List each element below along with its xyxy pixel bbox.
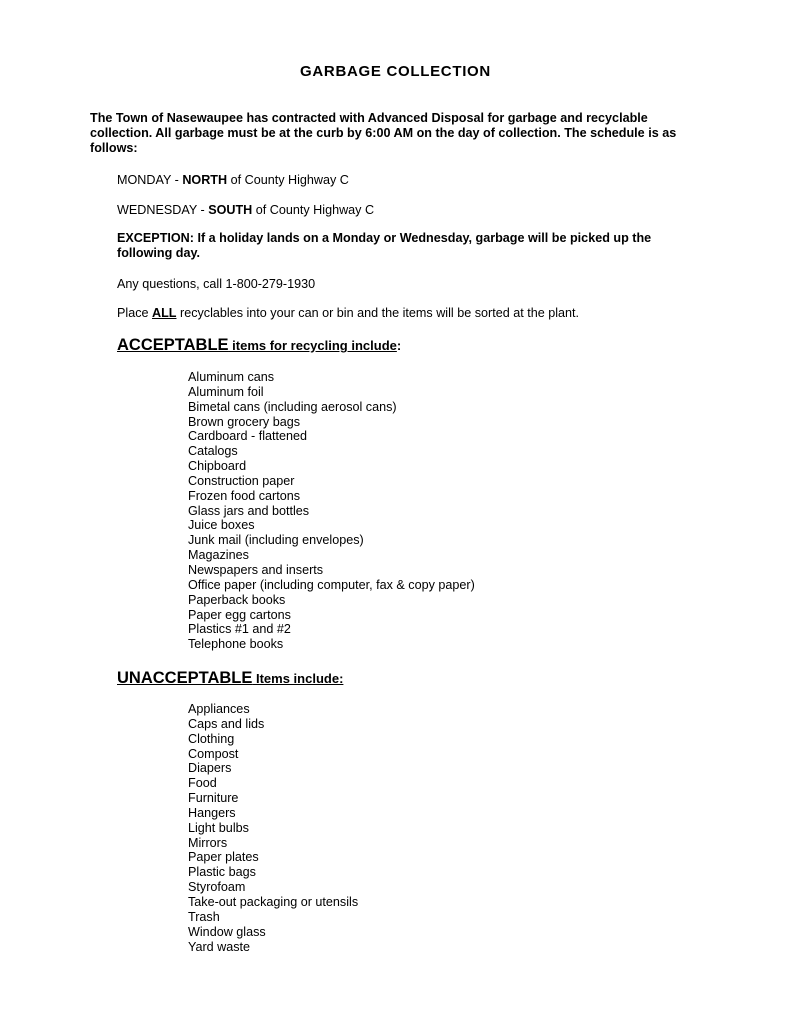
place-all-suffix: recyclables into your can or bin and the items will be sorted at the plant.: [176, 306, 580, 320]
list-item: Newspapers and inserts: [188, 562, 324, 577]
list-item: Take-out packaging or utensils: [188, 894, 359, 909]
list-item: Cardboard - flattened: [188, 429, 308, 444]
list-item: Magazines: [188, 548, 249, 563]
list-item: Glass jars and bottles: [188, 503, 310, 518]
list-item: Aluminum cans: [188, 370, 275, 384]
place-all-emphasis: ALL: [152, 306, 177, 320]
list-item: Diapers: [188, 761, 232, 776]
place-all-prefix: Place: [117, 306, 153, 320]
unacceptable-heading-rest: Items include:: [252, 671, 344, 686]
list-item: Mirrors: [188, 835, 228, 850]
exception-paragraph: EXCEPTION: If a holiday lands on a Monday or Wednesday, garbage will be picked up the following day.: [117, 231, 652, 261]
list-item: Aluminum foil: [188, 384, 264, 399]
list-item: Office paper (including computer, fax & copy paper): [188, 577, 475, 592]
list-item: Frozen food cartons: [188, 488, 301, 503]
list-item: Compost: [188, 746, 239, 761]
schedule-monday-prefix: MONDAY -: [117, 173, 183, 187]
list-item: Paperback books: [188, 592, 286, 607]
schedule-monday-suffix: of County Highway C: [227, 173, 349, 187]
list-item: Caps and lids: [188, 716, 265, 731]
list-item: Yard waste: [188, 939, 251, 954]
list-item: Hangers: [188, 805, 236, 820]
unacceptable-items-list: [188, 702, 358, 954]
unacceptable-heading-main: UNACCEPTABLE: [117, 669, 253, 687]
acceptable-items-list: [188, 370, 475, 652]
list-item: Appliances: [188, 702, 250, 716]
list-item: Clothing: [188, 731, 235, 746]
schedule-monday: [117, 173, 349, 188]
list-item: Styrofoam: [188, 880, 246, 895]
intro-paragraph: The Town of Nasewaupee has contracted with Advanced Disposal for garbage and recyclable collection. All garbage must be at the curb by 6:00 AM on the day of collection. The schedule is as follows:: [90, 111, 677, 156]
schedule-wednesday-suffix: of County Highway C: [252, 203, 375, 217]
acceptable-heading-colon: :: [396, 338, 402, 353]
list-item: Paper plates: [188, 850, 259, 865]
schedule-wednesday-direction: SOUTH: [208, 203, 253, 217]
acceptable-heading-main: ACCEPTABLE: [117, 336, 229, 354]
schedule-wednesday-prefix: WEDNESDAY -: [117, 203, 209, 217]
list-item: Construction paper: [188, 473, 295, 488]
list-item: Juice boxes: [188, 518, 255, 533]
list-item: Furniture: [188, 791, 239, 806]
list-item: Paper egg cartons: [188, 607, 291, 622]
place-all-line: [117, 306, 579, 321]
list-item: Food: [188, 776, 217, 791]
list-item: Chipboard: [188, 459, 247, 474]
list-item: Junk mail (including envelopes): [188, 533, 364, 548]
list-item: Light bulbs: [188, 820, 249, 835]
list-item: Catalogs: [188, 444, 238, 459]
list-item: Plastics #1 and #2: [188, 622, 291, 637]
list-item: Plastic bags: [188, 865, 256, 880]
list-item: Bimetal cans (including aerosol cans): [188, 399, 397, 414]
list-item: Window glass: [188, 924, 266, 939]
list-item: Trash: [188, 909, 220, 924]
unacceptable-heading: [117, 669, 343, 688]
acceptable-heading-rest: items for recycling include: [228, 338, 397, 353]
schedule-monday-direction: NORTH: [182, 173, 228, 187]
questions-line: Any questions, call 1-800-279-1930: [117, 277, 316, 291]
page-title: GARBAGE COLLECTION: [300, 63, 491, 80]
list-item: Telephone books: [188, 637, 284, 652]
schedule-wednesday: [117, 203, 374, 218]
list-item: Brown grocery bags: [188, 414, 300, 429]
acceptable-heading: [117, 336, 401, 355]
